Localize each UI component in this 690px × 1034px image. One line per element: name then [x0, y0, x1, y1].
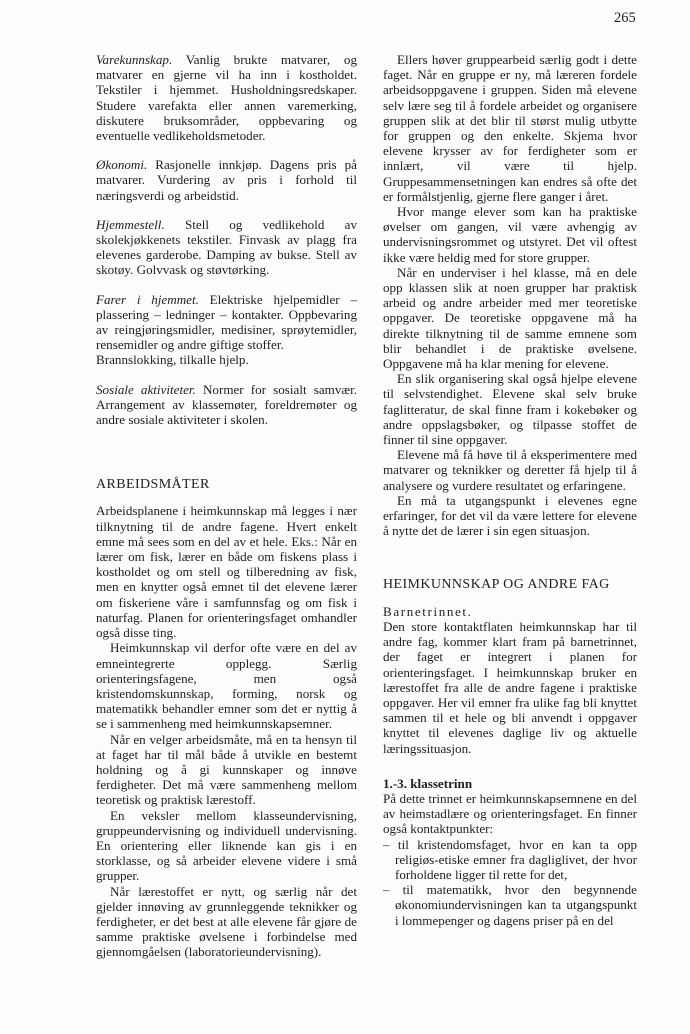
- right-paragraph: Når en underviser i hel klasse, må en dele opp klassen slik at noen grupper har praktisk arbeid og andre arbeider med mer teoretiske oppgaver. De teoretiske oppgavene må ha direkte tilknytning til de samme emnene som blir behandlet i de praktiske øvelsene. Oppgavene må ha klar mening for elevene.: [383, 264, 637, 372]
- arbeidsmater-paragraph: Når en velger arbeidsmåte, må en ta hensyn til at faget har til mål både å utvikle en bestemt holdning og å gi kunnskaper og innøve ferdigheter. Det må være sammenheng mellom teoretisk og praktisk lærestoff.: [96, 731, 357, 808]
- farer-text: Elektriske hjelpemidler – plassering – ledninger – kontakter. Oppbevaring av reingjøringsmidler, medisiner, sprøytemidler, rensemidler og andre giftige stoffer.: [96, 291, 357, 353]
- hjemmestell-text: Stell og vedlikehold av skolekjøkkenets tekstiler. Finvask av plagg fra elevenes garderobe. Damping av bukse. Stell av skotøy. Golvvask og støvtørking.: [96, 216, 357, 278]
- farer-extra: Brannslokking, tilkalle hjelp.: [96, 352, 249, 368]
- right-paragraph: Ellers høver gruppearbeid særlig godt i dette faget. Når en gruppe er ny, må læreren fordele arbeidsoppgavene i gruppen. Siden må elevene selv lære seg til å fordele arbeidet og organisere gruppen slik at det blir til størst mulig utbytte for gruppen og den enkelte. Skjema hvor elevene krysser av for ferdigheter som er innlært, vil være til hjelp. Gruppesammensetningen kan endres så ofte det er formålstjenlig, gjerne flere ganger i året.: [383, 52, 637, 204]
- hjemmestell-paragraph: [96, 217, 357, 278]
- sosiale-label: Sosiale aktiviteter.: [96, 381, 196, 397]
- right-column: [383, 52, 637, 928]
- arbeidsmater-paragraph: Når lærestoffet er nytt, og særlig når det gjelder innøving av grunnleggende teknikker og ferdigheter, er det best at alle elevene får gjøre de samme praktiske øvelsene i forbindelse med gjennomgåelsen (laboratorieundervisning).: [96, 883, 357, 960]
- sosiale-paragraph: [96, 382, 357, 428]
- arbeidsmater-paragraph: Heimkunnskap vil derfor ofte være en del av emneintegrerte opplegg. Særlig orienteringsfagene, men også kristendomskunnskap, forming, norsk og matematikk behandler emner som det er nyttig å se i sammenheng med heimkunnskapsemner.: [96, 640, 357, 732]
- varekunnskap-text: Vanlig brukte matvarer, og matvarer en gjerne vil ha inn i kostholdet. Tekstiler i hjemmet. Husholdningsredskaper. Studere varefakta eller annen varemerking, diskutere bruksområder, oppbevaring og eventuelle vedlikeholdsmetoder.: [96, 52, 357, 144]
- okonomi-paragraph: [96, 157, 357, 203]
- list-item: – til kristendomsfaget, hvor en kan ta opp religiøs-etiske emner fra dagliglivet, der hvor forholdene ligger til rette for det,: [383, 836, 637, 882]
- page-number: 265: [614, 10, 636, 26]
- farer-paragraph: [96, 292, 357, 353]
- klassetrinn-heading: 1.-3. klassetrinn: [383, 775, 473, 791]
- barnetrinnet-paragraph: Den store kontaktflaten heimkunnskap har til andre fag, kommer klart fram på barnetrinnet, der faget er integrert i planen for orienteringsfaget. I heimkunnskap bruker en lærestoffet fra alle de andre fagene i praktiske oppgaver. Her vil emner fra ulike fag bli knyttet sammen til et hele og bli anvendt i oppgaver knyttet til elevenes daglige liv og aktuelle læringssituasjon.: [383, 618, 637, 756]
- arbeidsmater-heading: ARBEIDSMÅTER: [96, 477, 210, 493]
- right-paragraph: En må ta utgangspunkt i elevenes egne erfaringer, for det vil da være lettere for elevene å nytte det de lærer i sin egen situasjon.: [383, 492, 637, 539]
- hjemmestell-label: Hjemmestell.: [96, 216, 165, 232]
- arbeidsmater-paragraph: En veksler mellom klasseundervisning, gruppeundervisning og individuell undervisning. En orientering eller liknende kan gis i en storklasse, og så arbeider elevene videre i små grupper.: [96, 807, 357, 884]
- list-item: – til matematikk, hvor den begynnende økonomiundervisningen kan ta utgangspunkt i lommepenger og dagens priser på en del: [383, 882, 637, 928]
- farer-label: Farer i hjemmet.: [96, 291, 199, 307]
- okonomi-label: Økonomi.: [96, 157, 148, 173]
- varekunnskap-label: Varekunnskap.: [96, 52, 173, 67]
- left-column: [96, 52, 357, 960]
- klassetrinn-paragraph: På dette trinnet er heimkunnskapsemnene en del av heimstadlære og orienteringsfaget. En finner også kontaktpunkter:: [383, 790, 637, 837]
- varekunnskap-paragraph: [96, 52, 357, 143]
- right-paragraph: Hvor mange elever som kan ha praktiske øvelser om gangen, vil være avhengig av undervisningsrommet og utstyret. Det vil oftest ikke være heldig med for store grupper.: [383, 204, 637, 265]
- barnetrinnet-subheading: Barnetrinnet.: [383, 603, 473, 619]
- right-paragraph: En slik organisering skal også hjelpe elevene til selvstendighet. Elevene skal selv bruke faglitteratur, de skal finne fram i kokebøker og andre oppslagsbøker, og tilpasse stoffet de finner til sine oppgaver.: [383, 371, 637, 448]
- sosiale-text: Normer for sosialt samvær. Arrangement av klassemøter, foreldremøter og andre sosiale aktiviteter i skolen.: [96, 381, 358, 428]
- right-paragraph: Elevene må få høve til å eksperimentere med matvarer og teknikker og deretter få hjelp til å analysere og vurdere resultatet og erfaringene.: [383, 447, 637, 493]
- andre-fag-heading: HEIMKUNNSKAP OG ANDRE FAG: [383, 576, 610, 592]
- okonomi-text: Rasjonelle innkjøp. Dagens pris på matvarer. Vurdering av pris i forhold til næringsverdi og arbeidstid.: [96, 157, 357, 203]
- arbeidsmater-paragraph: Arbeidsplanene i heimkunnskap må legges i nær tilknytning til de andre fagene. Hvert enkelt emne må sees som en del av et hele. Eks.: Når en lærer om fisk, lærer en både om fiskens plass i kostholdet og om stell og tilberedning av fisk, men en knytter også emnet til det elevene lærer om fiskeriene våre i samfunnsfag og om fisk i naturfag. Planen for orienteringsfaget omhandler også disse ting.: [96, 503, 357, 641]
